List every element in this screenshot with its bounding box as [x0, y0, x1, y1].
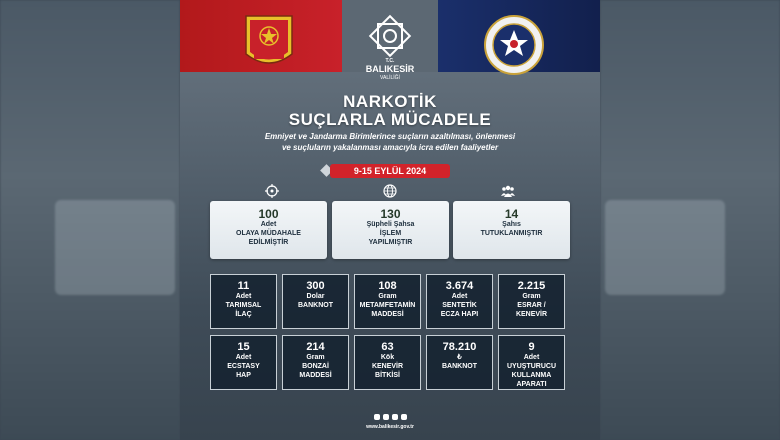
stat-label: TUTUKLANMIŞTIR — [480, 230, 543, 237]
seizure-label: BİTKİSİ — [375, 372, 400, 379]
seizure-label: METAMFETAMİN — [359, 302, 416, 309]
seizure-label: KULLANMA APARATI — [511, 372, 552, 388]
seizure-unit: Adet — [523, 354, 540, 361]
social-icons — [370, 414, 410, 422]
target-icon — [265, 184, 279, 198]
seizure-number: 108 — [378, 280, 397, 292]
seizure-number: 214 — [306, 341, 325, 353]
seizure-unit: Gram — [522, 293, 541, 300]
seizure-number: 11 — [237, 280, 250, 292]
seizure-label: HAP — [236, 372, 251, 379]
seizure-label: ESRAR / — [517, 302, 546, 309]
seizure-label: KENEVİR — [515, 311, 548, 318]
poster-subtitle — [220, 131, 560, 153]
seizure-cell — [210, 335, 277, 390]
seizure-unit: Dolar — [306, 293, 325, 300]
stat-label: OLAYA MÜDAHALE — [236, 230, 301, 237]
seizure-number: 300 — [306, 280, 325, 292]
seizure-label: BONZAİ — [302, 363, 329, 370]
seizure-number: 2.215 — [517, 280, 546, 292]
instagram-icon[interactable] — [392, 414, 398, 420]
seizure-number: 3.674 — [445, 280, 474, 292]
facebook-icon[interactable] — [383, 414, 389, 420]
seizure-unit: Gram — [306, 354, 325, 361]
poster-title-line1: NARKOTİK — [343, 92, 437, 111]
background-blur-card — [55, 200, 175, 295]
valilik-logo-icon — [366, 12, 414, 60]
seizure-label: ECSTASY — [227, 363, 260, 370]
date-badge: 9-15 EYLÜL 2024 — [330, 164, 450, 178]
x-icon[interactable] — [374, 414, 380, 420]
seizure-unit: Kök — [380, 354, 395, 361]
seizure-cell — [282, 274, 349, 329]
stat-unit: Adet — [260, 221, 277, 228]
seizure-cell — [354, 274, 421, 329]
seizure-unit: ₺ — [457, 354, 462, 361]
jandarma-emblem-icon — [244, 14, 294, 72]
subtitle-line2: ve suçluların yakalanması amacıyla icra edilen faaliyetler — [281, 143, 499, 152]
seizure-unit: Adet — [235, 354, 252, 361]
stat-label: EDİLMİŞTİR — [248, 239, 289, 246]
seizure-unit: Gram — [378, 293, 397, 300]
globe-icon — [383, 184, 397, 198]
seizure-cell — [210, 274, 277, 329]
background-blur-card — [605, 200, 725, 295]
seizure-label: KENEVİR — [371, 363, 404, 370]
seizure-cell — [426, 335, 493, 390]
seizure-cell — [498, 274, 565, 329]
stat-unit: Şüpheli Şahsa — [366, 221, 415, 228]
valilik-name: BALIKESİR — [365, 64, 415, 74]
seizure-number: 78.210 — [442, 341, 477, 353]
seizure-label: BANKNOT — [442, 363, 477, 370]
people-icon — [501, 184, 515, 198]
seizure-cell — [498, 335, 565, 390]
seizure-unit: Adet — [451, 293, 468, 300]
stat-label: YAPILMIŞTIR — [368, 239, 413, 246]
valilik-subtitle: VALİLİĞİ — [380, 75, 400, 81]
seizure-label: MADDESİ — [371, 311, 404, 318]
seizure-number: 63 — [381, 341, 394, 353]
seizure-number: 9 — [528, 341, 535, 353]
seizure-number: 15 — [237, 341, 250, 353]
background-blur-left — [0, 0, 180, 440]
seizure-unit: Adet — [235, 293, 252, 300]
seizure-label: UYUŞTURUCU — [507, 363, 556, 370]
seizure-label: MADDESİ — [299, 372, 332, 379]
website-link[interactable]: www.balikesir.gov.tr — [366, 424, 414, 430]
seizure-label: ECZA HAPI — [440, 311, 479, 318]
subtitle-line1: Emniyet ve Jandarma Birimlerince suçların azaltılması, önlenmesi — [264, 132, 516, 141]
background-blur-right — [600, 0, 780, 440]
seizure-cell — [354, 335, 421, 390]
seizure-label: İLAÇ — [235, 311, 252, 318]
youtube-icon[interactable] — [401, 414, 407, 420]
seizure-label: BANKNOT — [298, 302, 333, 309]
seizure-label: SENTETİK — [442, 302, 477, 309]
stat-card-suspects — [332, 201, 449, 259]
infographic-poster — [180, 0, 600, 440]
stat-number: 14 — [504, 207, 519, 221]
stat-number: 100 — [258, 207, 279, 221]
stat-card-arrests — [453, 201, 570, 259]
police-emblem-icon — [483, 14, 545, 76]
stat-card-incidents — [210, 201, 327, 259]
poster-title-line2: SUÇLARLA MÜCADELE — [288, 110, 492, 129]
tc-label: T.C. — [385, 58, 395, 64]
seizure-label: TARIMSAL — [225, 302, 262, 309]
stat-label: İŞLEM — [379, 230, 402, 237]
seizure-cell — [282, 335, 349, 390]
stat-unit: Şahıs — [502, 221, 521, 228]
seizure-cell — [426, 274, 493, 329]
stat-number: 130 — [380, 207, 401, 221]
